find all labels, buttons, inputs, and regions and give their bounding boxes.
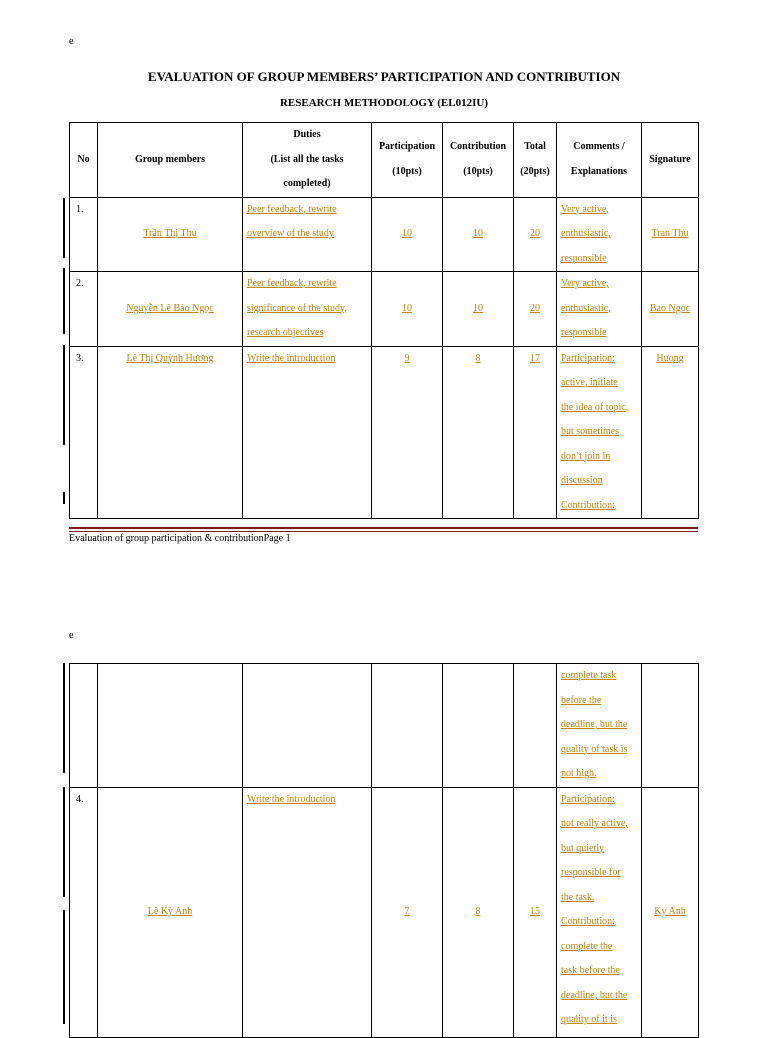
participation-score — [372, 664, 443, 788]
page-footer: Evaluation of group participation & contributionPage 1 — [69, 533, 291, 544]
header-duties-line: (List all the tasks — [270, 153, 344, 165]
header-total — [514, 123, 557, 198]
member-name-text: Lê Kỳ Anh — [147, 905, 193, 917]
change-bar — [63, 663, 65, 773]
change-bar — [63, 268, 65, 334]
header-no: No — [70, 123, 98, 198]
contribution-score — [443, 197, 514, 272]
member-name — [98, 787, 243, 1037]
comment-line: the task. — [561, 891, 595, 903]
comment-line: before the — [561, 694, 602, 706]
footer-rule — [69, 531, 698, 532]
document-title: EVALUATION OF GROUP MEMBERS’ PARTICIPATION AND CONTRIBUTION — [147, 69, 621, 84]
header-line: Participation — [378, 141, 436, 153]
table-row — [70, 664, 699, 788]
comments-cell — [557, 346, 642, 519]
comment-line: enthusiastic, — [561, 302, 611, 314]
header-line: Contribution — [449, 141, 507, 153]
row-number: 3. — [70, 346, 98, 519]
comment-line: Contribution: — [561, 499, 615, 511]
duty-line: Peer feedback, rewrite — [247, 278, 337, 289]
change-bar — [63, 787, 65, 897]
contribution-score — [443, 346, 514, 519]
score-text: 8 — [475, 352, 481, 364]
duty-line: Write the introduction — [247, 352, 336, 364]
participation-score — [372, 197, 443, 272]
footer-rule — [69, 527, 698, 529]
comment-line: quality of it is — [561, 1014, 617, 1025]
change-bar — [63, 910, 65, 1024]
header-contribution — [443, 123, 514, 198]
comment-line: responsible — [561, 327, 607, 338]
duties-cell — [243, 197, 372, 272]
duties-cell — [243, 664, 372, 788]
signature-cell — [642, 664, 699, 788]
score-text: 10 — [473, 228, 483, 239]
comment-line: deadline, but the — [561, 989, 628, 1001]
table-row — [70, 272, 699, 347]
comment-line: the idea of topic, — [561, 401, 629, 413]
table-row — [70, 787, 699, 1037]
header-line: (10pts) — [463, 165, 493, 177]
page-marker: e — [69, 36, 74, 47]
total-score — [514, 272, 557, 347]
signature-cell — [642, 272, 699, 347]
total-score — [514, 787, 557, 1037]
duty-line: overview of the study — [247, 228, 334, 239]
score-text: 15 — [530, 905, 540, 917]
total-score — [514, 346, 557, 519]
comment-line: Very active, — [561, 203, 609, 215]
comment-line: Participation: — [561, 793, 615, 805]
contribution-score — [443, 272, 514, 347]
change-bar — [63, 345, 65, 445]
header-members: Group members — [98, 123, 243, 198]
signature-text: Huong — [656, 352, 684, 364]
score-text: 9 — [404, 352, 410, 364]
header-line: (20pts) — [520, 165, 550, 177]
duty-line: Write the introduction — [247, 793, 336, 805]
comment-line: active, initiate — [561, 377, 618, 388]
header-duties — [243, 123, 372, 198]
evaluation-table — [69, 122, 699, 519]
duties-cell — [243, 346, 372, 519]
signature-cell — [642, 787, 699, 1037]
contribution-score — [443, 664, 514, 788]
comments-cell — [557, 664, 642, 788]
header-line: Explanations — [570, 165, 628, 177]
signature-text: Tran Thu — [651, 228, 689, 239]
header-line: Total — [524, 141, 546, 153]
comment-line: not high. — [561, 768, 597, 779]
score-text: 8 — [475, 905, 481, 917]
contribution-score — [443, 787, 514, 1037]
comment-line: complete task — [561, 670, 617, 681]
score-text: 10 — [402, 228, 412, 239]
duties-cell — [243, 787, 372, 1037]
comment-line: task before the — [561, 965, 620, 976]
comment-line: Participation: — [561, 352, 615, 364]
score-text: 20 — [530, 302, 540, 314]
score-text: 7 — [404, 905, 410, 917]
document-subtitle: RESEARCH METHODOLOGY (EL012IU) — [279, 97, 488, 109]
comment-line: enthusiastic, — [561, 228, 611, 239]
header-duties-line: Duties — [293, 129, 321, 140]
header-line: Comments / — [573, 141, 625, 153]
comment-line: discussion — [561, 475, 603, 486]
comment-line: but quietly — [561, 842, 605, 854]
comment-line: responsible — [561, 252, 607, 264]
member-name — [98, 346, 243, 519]
total-score — [514, 197, 557, 272]
row-number: 2. — [70, 272, 98, 347]
comment-line: not really active, — [561, 818, 628, 829]
signature-text: Ky Anh — [654, 905, 686, 917]
header-row — [70, 123, 699, 198]
duty-line: research objectives — [247, 327, 324, 338]
participation-score — [372, 272, 443, 347]
score-text: 20 — [530, 228, 540, 239]
signature-cell — [642, 346, 699, 519]
comment-line: complete the — [561, 940, 613, 952]
comments-cell — [557, 272, 642, 347]
table-row — [70, 197, 699, 272]
member-name — [98, 197, 243, 272]
member-name-text: Lê Thị Quỳnh Hương — [126, 352, 214, 364]
duty-line: significance of the study, — [247, 302, 347, 314]
score-text: 17 — [530, 352, 540, 364]
score-text: 10 — [402, 302, 412, 314]
participation-score — [372, 787, 443, 1037]
change-bar — [63, 492, 65, 504]
row-number: 4. — [70, 787, 98, 1037]
comment-line: but sometimes — [561, 426, 620, 437]
duty-line: Peer feedback, rewrite — [247, 203, 337, 215]
member-name-text: Nguyễn Lê Bảo Ngọc — [126, 302, 214, 314]
participation-score — [372, 346, 443, 519]
comment-line: deadline, but the — [561, 719, 628, 730]
member-name — [98, 664, 243, 788]
table-row — [70, 346, 699, 519]
comment-line: don’t join in — [561, 450, 611, 462]
header-duties-line: completed) — [283, 178, 331, 189]
row-number: 1. — [70, 197, 98, 272]
signature-text: Bao Ngoc — [649, 302, 691, 314]
comment-line: Very active, — [561, 278, 609, 289]
comment-line: responsible for — [561, 867, 621, 878]
score-text: 10 — [473, 302, 483, 314]
header-signature: Signature — [642, 123, 699, 198]
member-name-text: Trần Thị Thu — [143, 228, 197, 239]
row-number — [70, 664, 98, 788]
comment-line: quality of task is — [561, 743, 628, 755]
comments-cell — [557, 197, 642, 272]
comment-line: Contribution: — [561, 916, 615, 927]
member-name — [98, 272, 243, 347]
page-marker: e — [69, 630, 74, 641]
evaluation-table-continued — [69, 663, 699, 1038]
header-line: (10pts) — [392, 165, 422, 177]
signature-cell — [642, 197, 699, 272]
comments-cell — [557, 787, 642, 1037]
duties-cell — [243, 272, 372, 347]
total-score — [514, 664, 557, 788]
header-participation — [372, 123, 443, 198]
header-comments — [557, 123, 642, 198]
change-bar — [63, 198, 65, 258]
